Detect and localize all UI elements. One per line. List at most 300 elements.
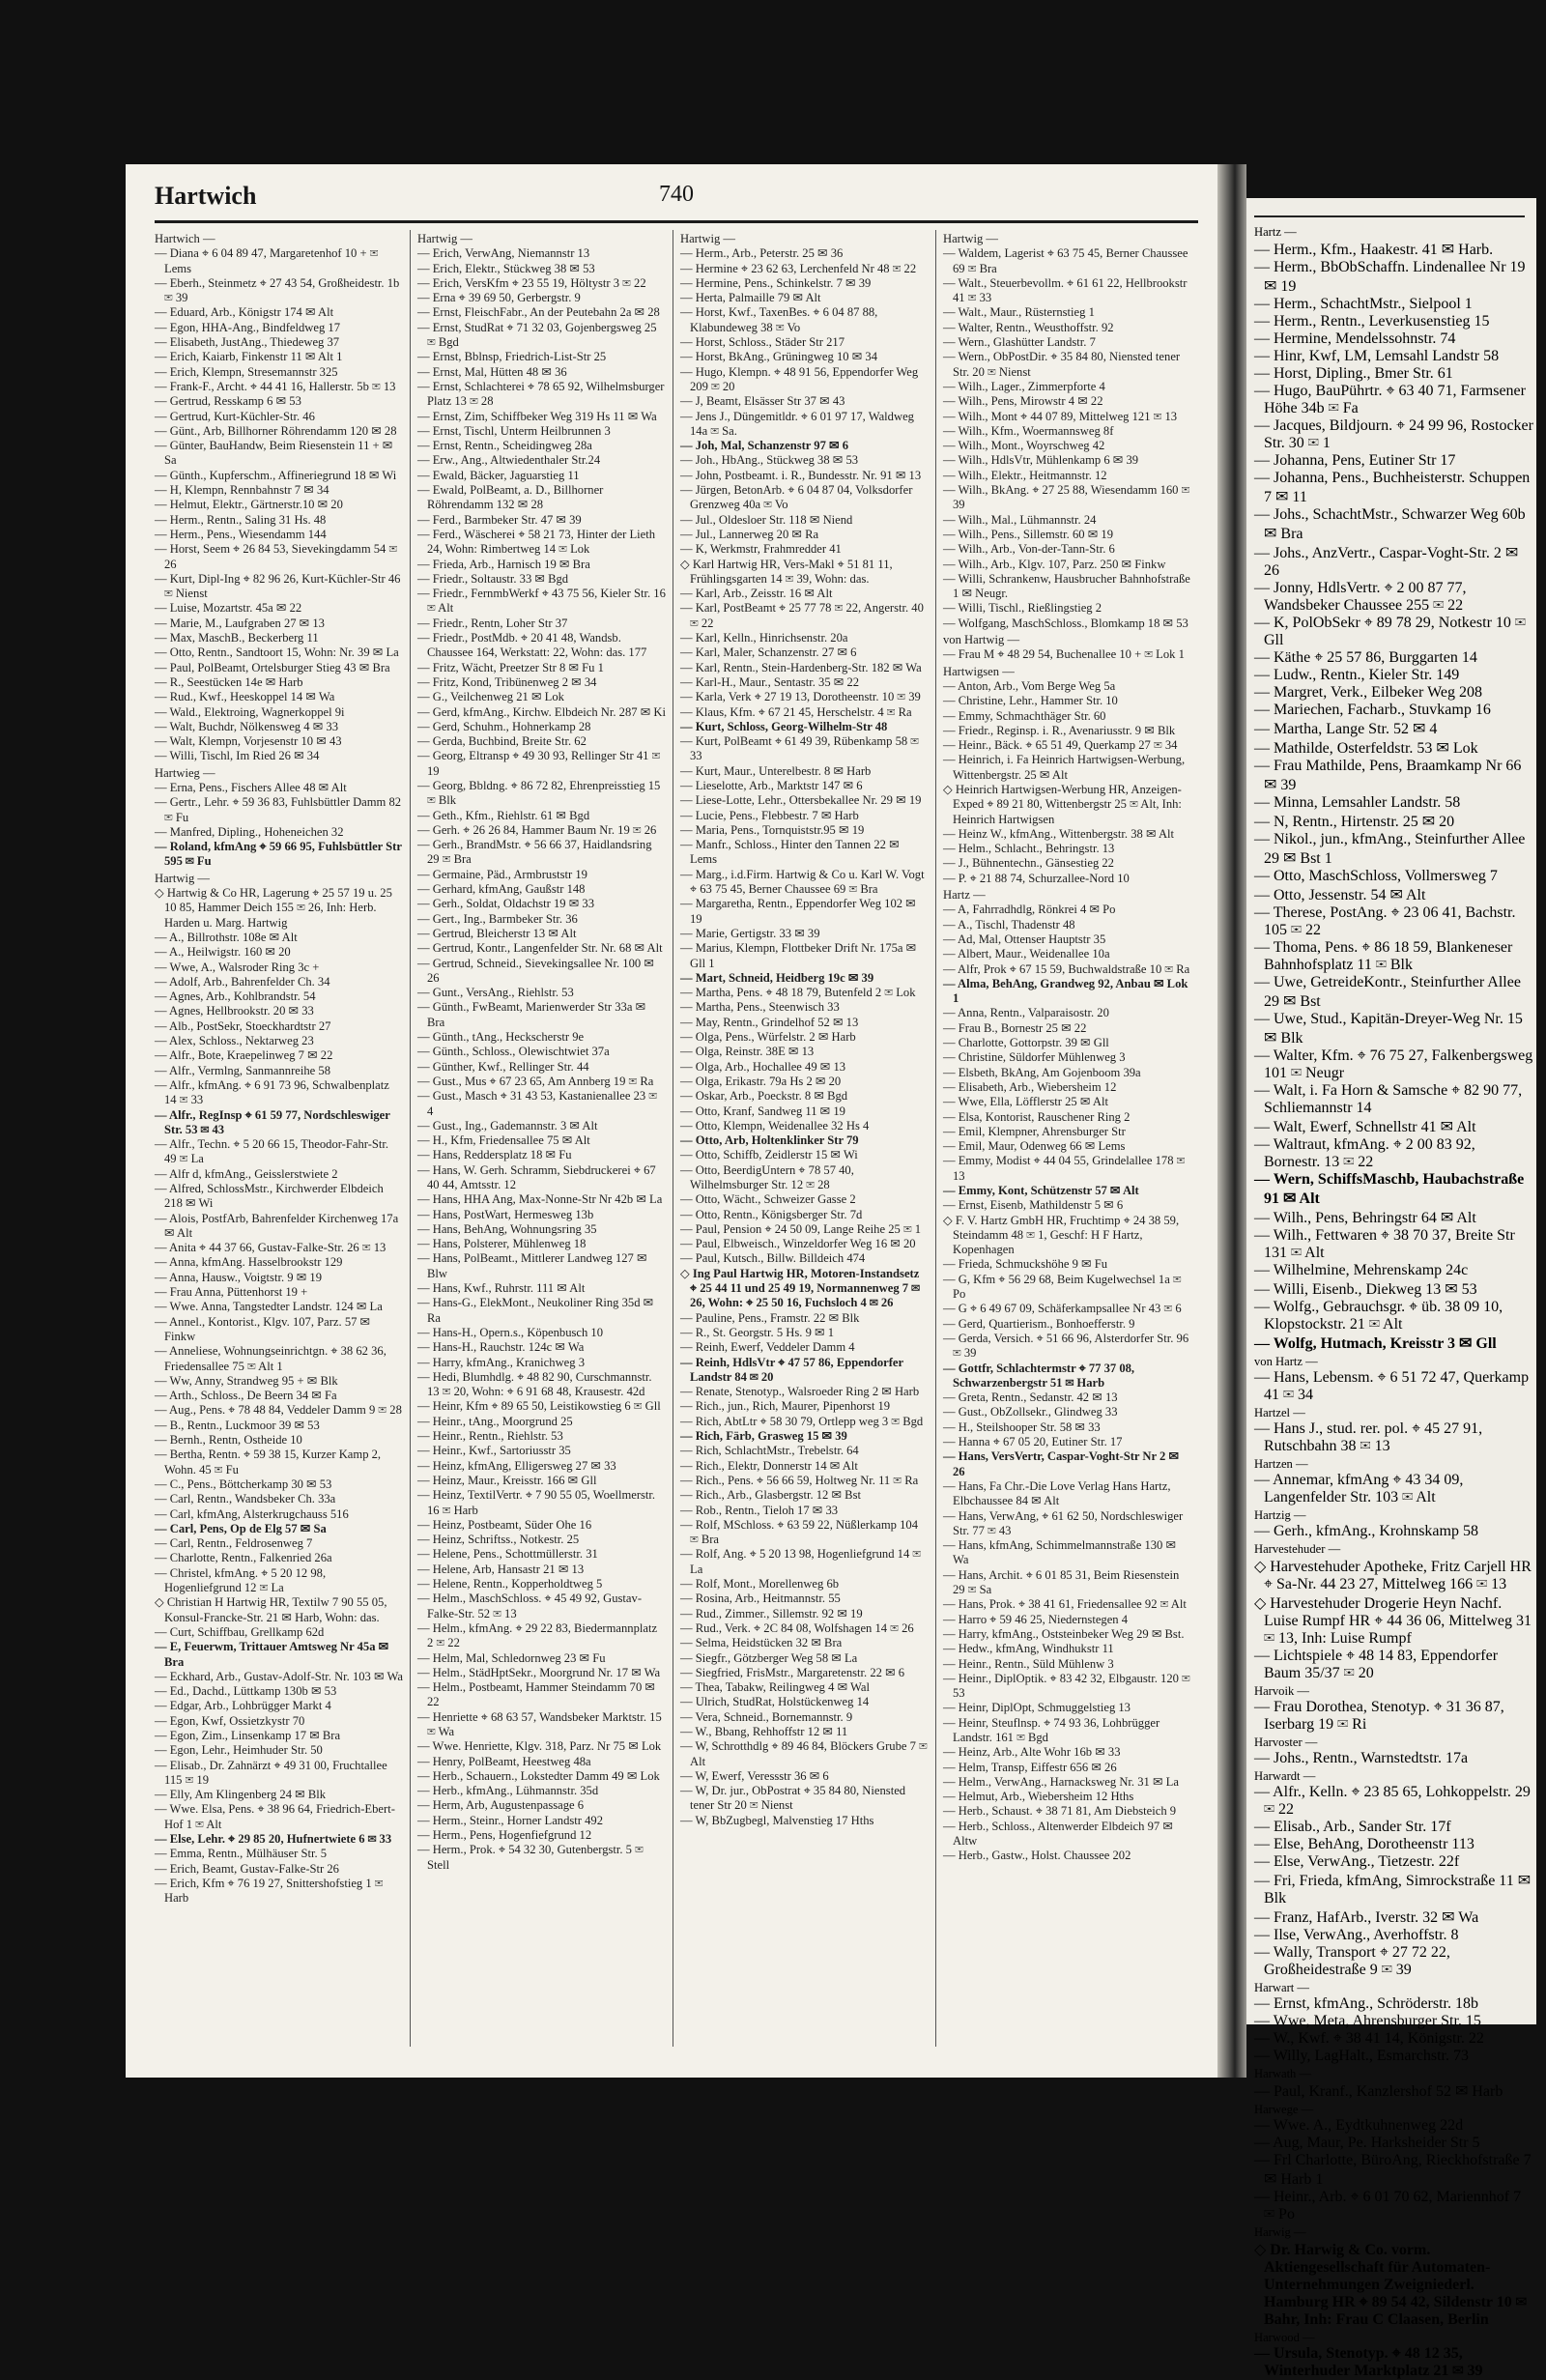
directory-entry: — Wilh., Lager., Zimmerpforte 4 bbox=[943, 379, 1105, 393]
directory-entry: — Edgar, Arb., Lohbrügger Markt 4 bbox=[155, 1699, 331, 1713]
directory-entry: — W, Dr. jur., ObPostrat ⌖ 35 84 80, Niensted tener Str 20 ✉ Nienst bbox=[680, 1784, 906, 1813]
directory-entry: — Agnes, Hellbrookstr. 20 ✉ 33 bbox=[155, 1004, 314, 1018]
directory-entry: — Oskar, Arb., Poeckstr. 8 ✉ Bgd bbox=[680, 1089, 848, 1104]
directory-entry: — Harro ⌖ 59 46 25, Niedernstegen 4 bbox=[943, 1612, 1129, 1626]
directory-entry: — Waltraut, kfmAng. ⌖ 2 00 83 92, Bornestr. 13 ✉ 22 bbox=[1254, 1136, 1475, 1170]
directory-entry: — Herm., Steinr., Horner Landstr 492 bbox=[417, 1813, 604, 1827]
directory-entry: — Else, BehAng, Dorotheenstr 113 bbox=[1254, 1836, 1474, 1852]
directory-entry: — Elisab., Arb., Sander Str. 17f bbox=[1254, 1819, 1451, 1835]
directory-entry: — Marg., i.d.Firm. Hartwig & Co u. Karl W. Vogt ⌖ 63 75 45, Berner Chaussee 69 ✉ Bra bbox=[680, 867, 925, 897]
directory-entry: — Rich, SchlachtMstr., Trebelstr. 64 bbox=[680, 1444, 859, 1458]
directory-entry: — Hanna ⌖ 67 05 20, Eutiner Str. 17 bbox=[943, 1435, 1123, 1449]
directory-entry: — Charlotte, Gottorpstr. 39 ✉ Gll bbox=[943, 1036, 1109, 1050]
directory-entry: — Gerda, Versich. ⌖ 51 66 96, Alsterdorfer Str. 96 ✉ 39 bbox=[943, 1331, 1189, 1361]
directory-entry: — Wwe, A., Walsroder Ring 3c + bbox=[155, 960, 320, 974]
directory-entry: — Erich, VersKfm ⌖ 23 55 19, Höltystr 3 ✉ 22 bbox=[417, 275, 646, 290]
directory-entry: — Hans, Archit. ⌖ 6 01 85 31, Beim Riesenstein 29 ✉ Sa bbox=[943, 1567, 1180, 1597]
directory-entry: — Martha, Pens., Steenwisch 33 bbox=[680, 1000, 840, 1015]
directory-entry: — Otto, MaschSchloss, Vollmersweg 7 bbox=[1254, 868, 1498, 884]
directory-entry: — Margret, Verk., Eilbeker Weg 208 bbox=[1254, 684, 1482, 701]
directory-entry: — Olga, Erikastr. 79a Hs 2 ✉ 20 bbox=[680, 1074, 842, 1088]
directory-entry: — Gerhard, kfmAng, Gaußstr 148 bbox=[417, 882, 586, 897]
directory-entry: — Olga, Pens., Würfelstr. 2 ✉ Harb bbox=[680, 1030, 856, 1045]
directory-entry: — Walter, Kfm. ⌖ 76 75 27, Falkenbergsweg 101 ✉ Neugr bbox=[1254, 1047, 1533, 1081]
directory-entry: — Hans, Fa Chr.-Die Love Verlag Hans Hartz, Elbchaussee 84 ✉ Alt bbox=[943, 1478, 1171, 1508]
directory-entry: — Helmut, Arb., Wiebersheim 12 Hths bbox=[943, 1790, 1134, 1804]
directory-entry: — Gertrud, Kurt-Küchler-Str. 46 bbox=[155, 409, 315, 423]
directory-entry: — Alex, Schloss., Nektarweg 23 bbox=[155, 1034, 314, 1048]
directory-entry: — Fritz, Wächt, Preetzer Str 8 ✉ Fu 1 bbox=[417, 660, 604, 674]
directory-entry: — Gerh. ⌖ 26 26 84, Hammer Baum Nr. 19 ✉ 26 bbox=[417, 822, 657, 837]
directory-entry: — P. ⌖ 21 88 74, Schurzallee-Nord 10 bbox=[943, 871, 1130, 885]
directory-entry: — Marie, M., Laufgraben 27 ✉ 13 bbox=[155, 616, 325, 630]
directory-entry: — Friedr., Reginsp. i. R., Avenariusstr. 9 ✉ Blk bbox=[943, 723, 1176, 737]
surname-heading: Harwig — bbox=[1254, 2225, 1306, 2239]
directory-entry: — Roland, kfmAng ⌖ 59 66 95, Fuhlsbüttler Str 595 ✉ Fu bbox=[155, 840, 402, 869]
directory-entry: — Herb., Schloss., Altenwerder Elbdeich 97 ✉ Altw bbox=[943, 1819, 1173, 1849]
directory-entry: — John, Postbeamt. i. R., Bundesstr. Nr. 91 ✉ 13 bbox=[680, 468, 922, 482]
directory-entry: — Else, Lehr. ⌖ 29 85 20, Hufnertwiete 6 ✉ 33 bbox=[155, 1832, 392, 1847]
directory-entry: — Hugo, Klempn. ⌖ 48 91 56, Eppendorfer Weg 209 ✉ 20 bbox=[680, 364, 919, 393]
directory-entry: — Alfr., Kelln. ⌖ 23 85 65, Lohkoppelstr. 29 ✉ 22 bbox=[1254, 1784, 1531, 1818]
directory-entry: — Wilh., Pens., Sillemstr. 60 ✉ 19 bbox=[943, 527, 1113, 541]
directory-entry: — Hans-H., Opern.s., Köpenbusch 10 bbox=[417, 1325, 604, 1339]
directory-entry: — Lucie, Pens., Flebbestr. 7 ✉ Harb bbox=[680, 808, 859, 822]
directory-entry: — Heinr., Bäck. ⌖ 65 51 49, Querkamp 27 ✉ 34 bbox=[943, 738, 1178, 753]
directory-entry: — Rich., Arb., Glasbergstr. 12 ✉ Bst bbox=[680, 1488, 861, 1503]
directory-entry: — Wwe. A., Eydtkuhnenweg 22d bbox=[1254, 2117, 1464, 2134]
directory-entry: — Alfr, Prok ⌖ 67 15 59, Buchwaldstraße 10 ✉ Ra bbox=[943, 961, 1190, 976]
directory-entry: — Hans, W. Gerh. Schramm, Siebdruckerei ⌖ 67 40 44, Amtsstr. 12 bbox=[417, 1162, 656, 1191]
directory-entry: — Gert., Ing., Barmbeker Str. 36 bbox=[417, 911, 578, 926]
directory-entry: — Erich, Elektr., Stückweg 38 ✉ 53 bbox=[417, 261, 595, 275]
directory-entry: — Heinz, TextilVertr. ⌖ 7 90 55 05, Woellmerstr. 16 ✉ Harb bbox=[417, 1488, 656, 1517]
directory-entry: — Helm., VerwAng., Harnacksweg Nr. 31 ✉ La bbox=[943, 1774, 1179, 1789]
directory-entry: — Pauline, Pens., Framstr. 22 ✉ Blk bbox=[680, 1310, 860, 1325]
directory-entry: — Ernst, Zim, Schiffbeker Weg 319 Hs 11 ✉ Wa bbox=[417, 409, 657, 423]
directory-entry: — Helm., Postbeamt, Hammer Steindamm 70 ✉ 22 bbox=[417, 1680, 655, 1709]
directory-entry: — Frl Charlotte, BüroAng, Rieckhofstraße 7 ✉ Harb 1 bbox=[1254, 2152, 1532, 2188]
surname-heading: Harwege — bbox=[1254, 2103, 1314, 2116]
directory-entry: — W, Ewerf, Veressstr 36 ✉ 6 bbox=[680, 1768, 829, 1783]
directory-entry: — Otto, Klempn, Weidenallee 32 Hs 4 bbox=[680, 1118, 870, 1133]
directory-entry: — Willi, Tischl, Im Ried 26 ✉ 34 bbox=[155, 749, 320, 763]
directory-entry: — Helm., MaschSchloss. ⌖ 45 49 92, Gustav-Falke-Str. 52 ✉ 13 bbox=[417, 1591, 643, 1620]
directory-entry: — Jul., Lannerweg 20 ✉ Ra bbox=[680, 527, 819, 541]
directory-entry: — Helene, Rentn., Kopperholdtweg 5 bbox=[417, 1577, 603, 1591]
directory-entry: — Hans-H., Rauchstr. 124c ✉ Wa bbox=[417, 1340, 585, 1355]
directory-entry: — Karl-H., Maur., Sentastr. 35 ✉ 22 bbox=[680, 674, 860, 689]
directory-entry: — A, Fahrradhdlg, Rönkrei 4 ✉ Po bbox=[943, 903, 1116, 917]
directory-entry: — Gunt., VersAng., Riehlstr. 53 bbox=[417, 986, 574, 1000]
directory-entry: — Wilh., Mont ⌖ 44 07 89, Mittelweg 121 ✉ 13 bbox=[943, 409, 1178, 423]
directory-entry: — Klaus, Kfm. ⌖ 67 21 45, Herschelstr. 4 ✉ Ra bbox=[680, 704, 912, 719]
directory-entry: — Jacques, Bildjourn. ⌖ 24 99 96, Rostocker Str. 30 ✉ 1 bbox=[1254, 417, 1533, 451]
directory-entry: — Erw., Ang., Altwiedenthaler Str.24 bbox=[417, 453, 601, 468]
directory-entry: — Ulrich, StudRat, Holstückenweg 14 bbox=[680, 1695, 870, 1709]
directory-entry: — Wolfg., Gebrauchsgr. ⌖ üb. 38 09 10, Klopstockstr. 21 ✉ Alt bbox=[1254, 1299, 1503, 1333]
directory-entry: — Erich, Kfm ⌖ 76 19 27, Snittershofstieg 1 ✉ Harb bbox=[155, 1876, 384, 1906]
directory-entry: — Gerda, Buchbind, Breite Str. 62 bbox=[417, 734, 587, 749]
directory-column-3 bbox=[673, 230, 935, 2047]
directory-entry: — Horst, Kwf., TaxenBes. ⌖ 6 04 87 88, Klabundeweg 38 ✉ Vo bbox=[680, 305, 878, 334]
directory-entry: — Herm., BbObSchaffn. Lindenallee Nr 19 ✉ 19 bbox=[1254, 259, 1526, 295]
directory-entry: — Rud., Zimmer., Sillemstr. 92 ✉ 19 bbox=[680, 1606, 863, 1620]
directory-entry: — Gerh., kfmAng., Krohnskamp 58 bbox=[1254, 1523, 1478, 1539]
directory-entry: — Ernst, Tischl, Unterm Heilbrunnen 3 bbox=[417, 423, 611, 438]
next-page-partial bbox=[1246, 198, 1536, 2379]
directory-entry: — Ewald, Bäcker, Jaguarstieg 11 bbox=[417, 468, 580, 482]
directory-entry: — Harry, kfmAng., Oststeinbeker Weg 29 ✉ Bst. bbox=[943, 1626, 1185, 1641]
surname-heading: Hartwig — bbox=[155, 871, 211, 885]
surname-heading: Harvoster — bbox=[1254, 1735, 1318, 1749]
directory-entry: — J, Beamt, Elsässer Str 37 ✉ 43 bbox=[680, 394, 845, 409]
directory-entry: — Gerh., Soldat, Oldachstr 19 ✉ 33 bbox=[417, 897, 594, 911]
directory-entry: — Thea, Tabakw, Reilingweg 4 ✉ Wal bbox=[680, 1680, 871, 1695]
directory-entry: — Willy, LagHalt., Esmarchstr. 73 bbox=[1254, 2048, 1469, 2064]
directory-entry: — Gertrud, Resskamp 6 ✉ 53 bbox=[155, 394, 301, 409]
directory-entry: — Gertrud, Bleicherstr 13 ✉ Alt bbox=[417, 926, 577, 940]
directory-entry: — Uwe, GetreideKontr., Steinfurther Allee 29 ✉ Bst bbox=[1254, 974, 1521, 1010]
directory-entry: — Walt, Buchdr, Nölkensweg 4 ✉ 33 bbox=[155, 719, 338, 733]
directory-entry: — Johanna, Pens., Buchheisterstr. Schuppen 7 ✉ 11 bbox=[1254, 470, 1531, 505]
directory-entry: — Rob., Rentn., Tieloh 17 ✉ 33 bbox=[680, 1503, 839, 1517]
surname-heading: Harwart — bbox=[1254, 1981, 1309, 1994]
directory-entry: — Rich, Färb, Grasweg 15 ✉ 39 bbox=[680, 1429, 847, 1444]
directory-entry: — Herm., Pens, Hogenfiefgrund 12 bbox=[417, 1828, 592, 1843]
directory-entry: — Uwe, Stud., Kapitän-Dreyer-Weg Nr. 15 ✉ Blk bbox=[1254, 1011, 1523, 1047]
directory-entry: — Anna, kfmAng. Hasselbrookstr 129 bbox=[155, 1255, 343, 1270]
directory-entry: — Rich., jun., Rich, Maurer, Pipenhorst 19 bbox=[680, 1399, 891, 1414]
directory-entry: — B., Rentn., Luckmoor 39 ✉ 53 bbox=[155, 1418, 320, 1432]
directory-entry: — Elsa, Kontorist, Rauschener Ring 2 bbox=[943, 1109, 1131, 1124]
surname-heading: Hartzel — bbox=[1254, 1406, 1305, 1419]
directory-entry: ◇ Christian H Hartwig HR, Textilw 7 90 55 05, Konsul-Francke-Str. 21 ✉ Harb, Wohn: das. bbox=[155, 1595, 387, 1624]
directory-entry: — Rud., Verk. ⌖ 2C 84 08, Wolfshagen 14 ✉ 26 bbox=[680, 1620, 914, 1635]
directory-entry: — Wern., Glashütter Landstr. 7 bbox=[943, 335, 1096, 350]
directory-entry: — Margaretha, Rentn., Eppendorfer Weg 102 ✉ 19 bbox=[680, 897, 916, 926]
directory-entry: — Heinr., Rentn., Riehlstr. 53 bbox=[417, 1429, 563, 1444]
directory-entry: — Wilh., Pens, Behringstr 64 ✉ Alt bbox=[1254, 1210, 1476, 1226]
directory-entry: — Emmy, Schmachthäger Str. 60 bbox=[943, 708, 1106, 723]
directory-entry: — Otto, Jessenstr. 54 ✉ Alt bbox=[1254, 887, 1426, 903]
directory-entry: — Erich, Kaiarb, Finkenstr 11 ✉ Alt 1 bbox=[155, 350, 343, 364]
directory-entry: — Günth., tAng., Heckscherstr 9e bbox=[417, 1030, 585, 1045]
directory-entry: — Luise, Mozartstr. 45a ✉ 22 bbox=[155, 601, 302, 616]
directory-entry: — Reinh, Ewerf, Veddeler Damm 4 bbox=[680, 1340, 855, 1355]
directory-entry: — Frank-F., Archt. ⌖ 44 41 16, Hallerstr. 5b ✉ 13 bbox=[155, 379, 396, 393]
directory-entry: — Johs., Rentn., Warnstedtstr. 17a bbox=[1254, 1750, 1469, 1766]
directory-entry: — Alfr d, kfmAng., Geisslerstwiete 2 bbox=[155, 1166, 338, 1181]
directory-entry: — Selma, Heidstücken 32 ✉ Bra bbox=[680, 1636, 843, 1650]
directory-entry: — Emmy, Kont, Schützenstr 57 ✉ Alt bbox=[943, 1184, 1139, 1197]
directory-entry: — Ewald, PolBeamt, a. D., Billhorner Röhrendamm 132 ✉ 28 bbox=[417, 483, 604, 512]
directory-entry: — Hermine, Mendelssohnstr. 74 bbox=[1254, 330, 1456, 347]
directory-entry: — Alfr., Bote, Kraepelinweg 7 ✉ 22 bbox=[155, 1048, 333, 1063]
surname-heading: Harvestehuder — bbox=[1254, 1542, 1341, 1556]
directory-entry: — Gust., Mus ⌖ 67 23 65, Am Annberg 19 ✉ Ra bbox=[417, 1074, 654, 1088]
directory-entry: — Walt, Ewerf, Schnellstr 41 ✉ Alt bbox=[1254, 1119, 1476, 1135]
directory-entry: — Kurt, Dipl-Ing ⌖ 82 96 26, Kurt-Küchler-Str 46 ✉ Nienst bbox=[155, 571, 401, 601]
directory-entry: — Manfred, Dipling., Hoheneichen 32 bbox=[155, 824, 344, 839]
directory-entry: — Wilhelmine, Mehrenskamp 24c bbox=[1254, 1262, 1469, 1278]
directory-entry: — Heinz, Maur., Kreisstr. 166 ✉ Gll bbox=[417, 1473, 597, 1487]
directory-entry: — Renate, Stenotyp., Walsroeder Ring 2 ✉ Harb bbox=[680, 1385, 920, 1399]
directory-entry: ◇ Karl Hartwig HR, Vers-Makl ⌖ 51 81 11, Frühlingsgarten 14 ✉ 39, Wohn: das. bbox=[680, 557, 893, 586]
directory-entry: — Günth., Kupferschm., Affineriegrund 18 ✉ Wi bbox=[155, 468, 397, 482]
directory-entry: — Else, VerwAng., Tietzestr. 22f bbox=[1254, 1853, 1460, 1870]
directory-entry: — Frau Mathilde, Pens, Braamkamp Nr 66 ✉ 39 bbox=[1254, 758, 1522, 793]
directory-entry: — Otto, Arb, Holtenklinker Str 79 bbox=[680, 1133, 859, 1148]
directory-entry: — Alma, BehAng, Grandweg 92, Anbau ✉ Lok 1 bbox=[943, 976, 1188, 1006]
directory-entry: — Carl, kfmAng, Alsterkrugchauss 516 bbox=[155, 1506, 349, 1521]
directory-entry: — N, Rentn., Hirtenstr. 25 ✉ 20 bbox=[1254, 814, 1455, 830]
directory-entry: — Eckhard, Arb., Gustav-Adolf-Str. Nr. 103 ✉ Wa bbox=[155, 1669, 403, 1683]
directory-entry: — Alfred, SchlossMstr., Kirchwerder Elbdeich 218 ✉ Wi bbox=[155, 1182, 384, 1211]
directory-entry: — Helm., Schlacht., Behringstr. 13 bbox=[943, 842, 1115, 856]
directory-entry: — Walt, i. Fa Horn & Samsche ⌖ 82 90 77, Schliemannstr 14 bbox=[1254, 1082, 1523, 1116]
directory-entry: — Kurt, Maur., Unterelbestr. 8 ✉ Harb bbox=[680, 763, 872, 778]
directory-entry: — Helm, Mal, Schledornweg 23 ✉ Fu bbox=[417, 1650, 606, 1665]
directory-entry: — Gust., Ing., Gademannstr. 3 ✉ Alt bbox=[417, 1118, 598, 1133]
next-page-column bbox=[1254, 223, 1534, 2380]
directory-entry: — Lichtspiele ⌖ 48 14 83, Eppendorfer Baum 35/37 ✉ 20 bbox=[1254, 1648, 1499, 1681]
directory-entry: — Jürgen, BetonArb. ⌖ 6 04 87 04, Volksdorfer Grenzweg 40a ✉ Vo bbox=[680, 483, 913, 512]
directory-entry: — Agnes, Arb., Kohlbrandstr. 54 bbox=[155, 989, 316, 1004]
directory-entry: — Paul, Kranf., Kanzlershof 52 ✉ Harb bbox=[1254, 2083, 1503, 2100]
directory-entry: — W, BbZugbegl, Malvenstieg 17 Hths bbox=[680, 1813, 874, 1827]
directory-entry: — Olga, Arb., Hochallee 49 ✉ 13 bbox=[680, 1059, 846, 1074]
directory-entry: — Frau M ⌖ 48 29 54, Buchenallee 10 + ✉ Lok 1 bbox=[943, 647, 1185, 662]
directory-entry: — Aug, Maur, Pe. Harksheider Str 5 bbox=[1254, 2135, 1480, 2151]
surname-heading: Harwath — bbox=[1254, 2067, 1312, 2080]
directory-entry: — Carl, Rentn., Wandsbeker Ch. 33a bbox=[155, 1492, 336, 1506]
directory-entry: — Alois, PostfArb, Bahrenfelder Kirchenweg 17a ✉ Alt bbox=[155, 1211, 399, 1240]
directory-entry: ◇ F. V. Hartz GmbH HR, Fruchtimp ⌖ 24 38 59, Steindamm 48 ✉ 1, Geschf: H F Hartz, Kopenhagen bbox=[943, 1213, 1180, 1257]
directory-entry: — Hans, Polsterer, Mühlenweg 18 bbox=[417, 1237, 587, 1251]
directory-entry: — Helm., kfmAng. ⌖ 29 22 83, Biedermannplatz 2 ✉ 22 bbox=[417, 1620, 658, 1650]
directory-entry: — Friedr., FernmbWerkf ⌖ 43 75 56, Kieler Str. 16 ✉ Alt bbox=[417, 587, 666, 616]
page-header bbox=[155, 182, 1198, 215]
directory-entry: — Liese-Lotte, Lehr., Ottersbekallee Nr. 29 ✉ 19 bbox=[680, 793, 922, 808]
directory-entry: — Martha, Lange Str. 52 ✉ 4 bbox=[1254, 721, 1438, 737]
surname-heading: Hartwig — bbox=[417, 232, 473, 245]
surname-heading: Harwood — bbox=[1254, 2331, 1315, 2344]
directory-entry: — Georg, Bbldng. ⌖ 86 72 82, Ehrenpreisstieg 15 ✉ Blk bbox=[417, 778, 661, 808]
directory-entry: — Germaine, Päd., Armbruststr 19 bbox=[417, 867, 587, 881]
surname-heading: Hartwich — bbox=[155, 232, 215, 245]
directory-entry: — R., St. Georgstr. 5 Hs. 9 ✉ 1 bbox=[680, 1325, 835, 1339]
directory-entry: — Helmut, Elektr., Gärtnerstr.10 ✉ 20 bbox=[155, 498, 343, 512]
directory-entry: — Wern, SchiffsMaschb, Haubachstraße 91 ✉ Alt bbox=[1254, 1171, 1525, 1207]
directory-entry: — Horst, Schloss., Städer Str 217 bbox=[680, 335, 845, 350]
book-gutter bbox=[1217, 164, 1246, 2078]
directory-entry: — Karl, PostBeamt ⌖ 25 77 78 ✉ 22, Angerstr. 40 ✉ 22 bbox=[680, 601, 924, 630]
directory-entry: — Heinr., Arb. ⌖ 6 01 70 62, Mariennhof 7 ✉ Po bbox=[1254, 2189, 1522, 2222]
directory-entry: — Ad, Mal, Ottenser Hauptstr 35 bbox=[943, 932, 1106, 946]
directory-entry: — Franz, HafArb., Iverstr. 32 ✉ Wa bbox=[1254, 1909, 1479, 1926]
directory-entry: — Gust., ObZollsekr., Glindweg 33 bbox=[943, 1405, 1118, 1419]
directory-entry: — Manfr., Schloss., Hinter den Tannen 22 ✉ Lems bbox=[680, 838, 900, 867]
directory-entry: — Hans, Reddersplatz 18 ✉ Fu bbox=[417, 1148, 572, 1162]
directory-entry: — Rich, AbtLtr ⌖ 58 30 79, Ortlepp weg 3 ✉ Bgd bbox=[680, 1414, 924, 1428]
directory-entry: — Bertha, Rentn. ⌖ 59 38 15, Kurzer Kamp 2, Wohn. 45 ✉ Fu bbox=[155, 1448, 382, 1477]
directory-entry: — Hans J., stud. rer. pol. ⌖ 45 27 91, Rutschbahn 38 ✉ 13 bbox=[1254, 1420, 1483, 1454]
directory-entry: — Hinr, Kwf, LM, Lemsahl Landstr 58 bbox=[1254, 348, 1500, 364]
directory-entry: — Wilh., Arb., Von-der-Tann-Str. 6 bbox=[943, 542, 1115, 557]
running-head-surname: Hartwich bbox=[155, 182, 257, 210]
directory-entry: — C., Pens., Böttcherkamp 30 ✉ 53 bbox=[155, 1477, 332, 1491]
directory-entry: — Hedw., kfmAng, Windhukstr 11 bbox=[943, 1642, 1114, 1656]
directory-entry: — Carl, Pens, Op de Elg 57 ✉ Sa bbox=[155, 1521, 327, 1535]
directory-entry: — Willi, Tischl., Rießlingstieg 2 bbox=[943, 601, 1102, 616]
directory-entry: — Frieda, Schmuckshöhe 9 ✉ Fu bbox=[943, 1257, 1108, 1272]
directory-entry: — Helm., StädHptSekr., Moorgrund Nr. 17 ✉ Wa bbox=[417, 1665, 661, 1679]
directory-entry: — Ferd., Barmbeker Str. 47 ✉ 39 bbox=[417, 512, 582, 527]
surname-heading: Hartzig — bbox=[1254, 1508, 1306, 1522]
directory-entry: — Heinr, DiplOpt, Schmuggelstieg 13 bbox=[943, 1701, 1131, 1715]
directory-entry: — Ernst, StudRat ⌖ 71 32 03, Gojenbergsweg 25 ✉ Bgd bbox=[417, 320, 657, 350]
directory-entry: — Annemar, kfmAng ⌖ 43 34 09, Langenfelder Str. 103 ✉ Alt bbox=[1254, 1472, 1464, 1505]
directory-entry: — Gertrud, Kontr., Langenfelder Str. Nr. 68 ✉ Alt bbox=[417, 941, 663, 956]
directory-entry: — Günther, Kwf., Rellinger Str. 44 bbox=[417, 1059, 589, 1074]
directory-entry: — Adolf, Arb., Bahrenfelder Ch. 34 bbox=[155, 974, 330, 989]
directory-entry: — Wilh., Elektr., Heitmannstr. 12 bbox=[943, 468, 1107, 482]
directory-entry: — Fri, Frieda, kfmAng, Simrockstraße 11 ✉ Blk bbox=[1254, 1873, 1532, 1907]
directory-entry: — Alb., PostSekr, Stoeckhardtstr 27 bbox=[155, 1018, 331, 1033]
directory-columns bbox=[155, 230, 1198, 2047]
directory-entry: — Egon, Lehr., Heimhuder Str. 50 bbox=[155, 1743, 323, 1758]
directory-entry: — Nikol., jun., kfmAng., Steinfurther Allee 29 ✉ Bst 1 bbox=[1254, 831, 1526, 867]
directory-entry: — Paul, PolBeamt, Ortelsburger Stieg 43 ✉ Bra bbox=[155, 660, 390, 674]
directory-entry: — Horst, BkAng., Grüningweg 10 ✉ 34 bbox=[680, 350, 877, 364]
directory-entry: — Elsbeth, BkAng, Am Gojenboom 39a bbox=[943, 1065, 1141, 1079]
directory-entry: — Heinr., tAng., Moorgrund 25 bbox=[417, 1414, 573, 1428]
directory-entry: — Annel., Kontorist., Klgv. 107, Parz. 57 ✉ Finkw bbox=[155, 1314, 371, 1343]
surname-heading: Hartwig — bbox=[943, 232, 999, 245]
directory-entry: — Frieda, Arb., Harnisch 19 ✉ Bra bbox=[417, 557, 590, 571]
directory-entry: — Emil, Klempner, Ahrensburger Str bbox=[943, 1124, 1126, 1138]
directory-page bbox=[126, 164, 1217, 2078]
directory-entry: — Mart, Schneid, Heidberg 19c ✉ 39 bbox=[680, 970, 874, 985]
directory-entry: — Reinh, HdlsVtr ⌖ 47 57 86, Eppendorfer Landstr 84 ✉ 20 bbox=[680, 1355, 903, 1384]
directory-entry: — Emmy, Modist ⌖ 44 04 55, Grindelallee 178 ✉ 13 bbox=[943, 1154, 1186, 1183]
directory-entry: — Erna ⌖ 39 69 50, Gerbergstr. 9 bbox=[417, 291, 581, 305]
directory-entry: — Herm., Prok. ⌖ 54 32 30, Gutenbergstr. 5 ✉ Stell bbox=[417, 1843, 644, 1872]
directory-entry: — Herm., Arb., Peterstr. 25 ✉ 36 bbox=[680, 246, 844, 261]
directory-entry: — Wilh., Mal., Lühmannstr. 24 bbox=[943, 512, 1097, 527]
directory-entry: — Herm., Kfm., Haakestr. 41 ✉ Harb. bbox=[1254, 242, 1494, 258]
directory-entry: — R., Seestücken 14e ✉ Harb bbox=[155, 674, 303, 689]
directory-entry: ◇ Heinrich Hartwigsen-Werbung HR, Anzeigen-Exped ⌖ 89 21 80, Wittenbergstr 25 ✉ Alt, Inh: Heinrich Hartwigsen bbox=[943, 782, 1182, 826]
directory-entry: — Ludw., Rentn., Kieler Str. 149 bbox=[1254, 667, 1460, 683]
directory-entry: — Martha, Pens. ⌖ 48 18 79, Butenfeld 2 ✉ Lok bbox=[680, 986, 916, 1000]
directory-entry: — Ww, Anny, Strandweg 95 + ✉ Blk bbox=[155, 1373, 338, 1388]
directory-entry: — Alfr., Techn. ⌖ 5 20 66 15, Theodor-Fahr-Str. 49 ✉ La bbox=[155, 1137, 389, 1166]
directory-entry: — Joh, Mal, Schanzenstr 97 ✉ 6 bbox=[680, 439, 849, 453]
directory-entry: — Walt, Klempn, Vorjesenstr 10 ✉ 43 bbox=[155, 734, 342, 749]
directory-entry: — Heinr., DiplOptik. ⌖ 83 42 32, Elbgaustr. 120 ✉ 53 bbox=[943, 1671, 1190, 1701]
directory-entry: — Max, MaschB., Beckerberg 11 bbox=[155, 631, 319, 645]
surname-heading: Hartwigsen — bbox=[943, 664, 1015, 678]
surname-heading: Hartwig — bbox=[680, 232, 736, 245]
directory-entry: ◇ Dr. Harwig & Co. vorm. Aktiengesellschaft für Automaten-Unternehmungen Zweigniederl. Hamburg HR ⌖ 89 54 42, Sildenstr 10 ✉ Bahr, Inh: Frau C Claasen, Berlin bbox=[1254, 2242, 1527, 2328]
directory-entry: — Maria, Pens., Tornquiststr.95 ✉ 19 bbox=[680, 822, 865, 837]
directory-entry: — Karla, Verk ⌖ 27 19 13, Dorotheenstr. 10 ✉ 39 bbox=[680, 690, 921, 704]
directory-entry: — Günter, BauHandw, Beim Riesenstein 11 + ✉ Sa bbox=[155, 439, 393, 468]
directory-entry: — Elly, Am Klingenberg 24 ✉ Blk bbox=[155, 1788, 327, 1802]
directory-entry: — Wolfgang, MaschSchloss., Blomkamp 18 ✉ 53 bbox=[943, 616, 1188, 630]
directory-entry: — Herb., Schauern., Lokstedter Damm 49 ✉ Lok bbox=[417, 1768, 660, 1783]
directory-entry: — Alfr., kfmAng. ⌖ 6 91 73 96, Schwalbenplatz 14 ✉ 33 bbox=[155, 1077, 389, 1107]
directory-entry: — Ernst, Schlachterei ⌖ 78 65 92, Wilhelmsburger Platz 13 ✉ 28 bbox=[417, 379, 665, 409]
directory-entry: — Vera, Schneid., Bornemannstr. 9 bbox=[680, 1709, 853, 1724]
directory-entry: — Otto, BeerdigUntern ⌖ 78 57 40, Wilhelmsburger Str. 12 ✉ 28 bbox=[680, 1162, 854, 1191]
directory-entry: — Rud., Kwf., Heeskoppel 14 ✉ Wa bbox=[155, 690, 335, 704]
directory-entry: — Ernst, Bblnsp, Friedrich-List-Str 25 bbox=[417, 350, 607, 364]
directory-entry: — Erich, VerwAng, Niemannstr 13 bbox=[417, 246, 590, 261]
directory-entry: — Heinr., Kwf., Sartoriusstr 35 bbox=[417, 1444, 571, 1458]
directory-entry: — Helm, Transp, Eiffestr 656 ✉ 26 bbox=[943, 1760, 1117, 1774]
directory-entry: — Günth., Schloss., Olewischtwiet 37a bbox=[417, 1045, 610, 1059]
directory-entry: — Bernh., Rentn, Ostheide 10 bbox=[155, 1433, 302, 1448]
directory-entry: — Rich., Elektr, Donnerstr 14 ✉ Alt bbox=[680, 1458, 858, 1473]
directory-entry: — Karl, Arb., Zeisstr. 16 ✉ Alt bbox=[680, 587, 833, 601]
page-number: 740 bbox=[659, 182, 694, 207]
directory-entry: — Mathilde, Osterfeldstr. 53 ✉ Lok bbox=[1254, 740, 1478, 757]
directory-entry: — Jens J., Düngemitldr. ⌖ 6 01 97 17, Waldweg 14a ✉ Sa. bbox=[680, 409, 914, 438]
directory-entry: — Otto, Rentn., Sandtoort 15, Wohn: Nr. 39 ✉ La bbox=[155, 645, 399, 660]
directory-entry: — Christel, kfmAng. ⌖ 5 20 12 98, Hogenliefgrund 12 ✉ La bbox=[155, 1565, 327, 1595]
directory-entry: — Walt., Steuerbevollm. ⌖ 61 61 22, Hellbrookstr 41 ✉ 33 bbox=[943, 275, 1188, 305]
directory-entry: — Wilh., Fettwaren ⌖ 38 70 37, Breite Str 131 ✉ Alt bbox=[1254, 1227, 1515, 1261]
directory-entry: — Hans, HHA Ang, Max-Nonne-Str Nr 42b ✉ La bbox=[417, 1192, 663, 1207]
surname-heading: Harwardt — bbox=[1254, 1769, 1316, 1783]
directory-entry: — Willi, Schrankenw, Hausbrucher Bahnhofstraße 1 ✉ Neugr. bbox=[943, 571, 1190, 601]
directory-entry: — Karl, Rentn., Stein-Hardenberg-Str. 182 ✉ Wa bbox=[680, 660, 922, 674]
directory-entry: — Marie, Gertigstr. 33 ✉ 39 bbox=[680, 926, 820, 940]
directory-entry: — Paul, Pension ⌖ 24 50 09, Lange Reihe 25 ✉ 1 bbox=[680, 1221, 922, 1236]
directory-entry: — K, PolObSekr ⌖ 89 78 29, Notkestr 10 ✉ Gll bbox=[1254, 615, 1526, 648]
directory-entry: — Ernst, Rentn., Scheidingweg 28a bbox=[417, 439, 592, 453]
surname-heading: Harvoik — bbox=[1254, 1684, 1310, 1698]
directory-entry: — Hans, PolBeamt., Mittlerer Landweg 127 ✉ Blw bbox=[417, 1251, 647, 1280]
directory-entry: — Rolf, MSchloss. ⌖ 63 59 22, Nüßlerkamp 104 ✉ Bra bbox=[680, 1517, 919, 1547]
directory-entry: — Wwe. Henriette, Klgv. 318, Parz. Nr 75 ✉ Lok bbox=[417, 1739, 662, 1754]
directory-entry: — H, Klempn, Rennbahnstr 7 ✉ 34 bbox=[155, 483, 329, 498]
directory-entry: — Carl, Rentn., Feldrosenweg 7 bbox=[155, 1536, 313, 1551]
directory-entry: — H., Kfm, Friedensallee 75 ✉ Alt bbox=[417, 1133, 590, 1148]
directory-entry: — Günt., Arb, Billhorner Röhrendamm 120 ✉ 28 bbox=[155, 423, 397, 438]
directory-entry: — Minna, Lemsahler Landstr. 58 bbox=[1254, 794, 1461, 811]
directory-entry: — Herm., SchachtMstr., Sielpool 1 bbox=[1254, 296, 1473, 312]
directory-entry: — Herm., Pens., Wiesendamm 144 bbox=[155, 527, 327, 541]
directory-entry: — Kurt, PolBeamt ⌖ 61 49 39, Rübenkamp 58 ✉ 33 bbox=[680, 734, 919, 763]
directory-entry: — Anna, Rentn., Valparaisostr. 20 bbox=[943, 1006, 1109, 1020]
directory-entry: — Rolf, Ang. ⌖ 5 20 13 98, Hogenliefgrund 14 ✉ La bbox=[680, 1547, 922, 1576]
directory-entry: — Egon, Zim., Linsenkamp 17 ✉ Bra bbox=[155, 1728, 341, 1742]
directory-entry: — Heinz, kfmAng, Elligersweg 27 ✉ 33 bbox=[417, 1458, 616, 1473]
directory-entry: — Otto, Kranf, Sandweg 11 ✉ 19 bbox=[680, 1104, 845, 1118]
directory-entry: — Friedr., PostMdb. ⌖ 20 41 48, Wandsb. Chaussee 164, Werkstatt: 22, Wohn: das. 177 bbox=[417, 631, 647, 660]
directory-entry: — Egon, HHA-Ang., Bindfeldweg 17 bbox=[155, 320, 341, 334]
directory-entry: — A., Heilwigstr. 160 ✉ 20 bbox=[155, 945, 291, 960]
directory-entry: — Wwe, Meta, Ahrensburger Str. 15 bbox=[1254, 2013, 1481, 2029]
directory-entry: — Egon, Kwf, Ossietzkystr 70 bbox=[155, 1713, 305, 1728]
directory-entry: — Christine, Lehr., Hammer Str. 10 bbox=[943, 694, 1118, 708]
directory-entry: — Ernst, Mal, Hütten 48 ✉ 36 bbox=[417, 364, 567, 379]
directory-entry: — Emil, Maur, Odenweg 66 ✉ Lems bbox=[943, 1139, 1126, 1154]
